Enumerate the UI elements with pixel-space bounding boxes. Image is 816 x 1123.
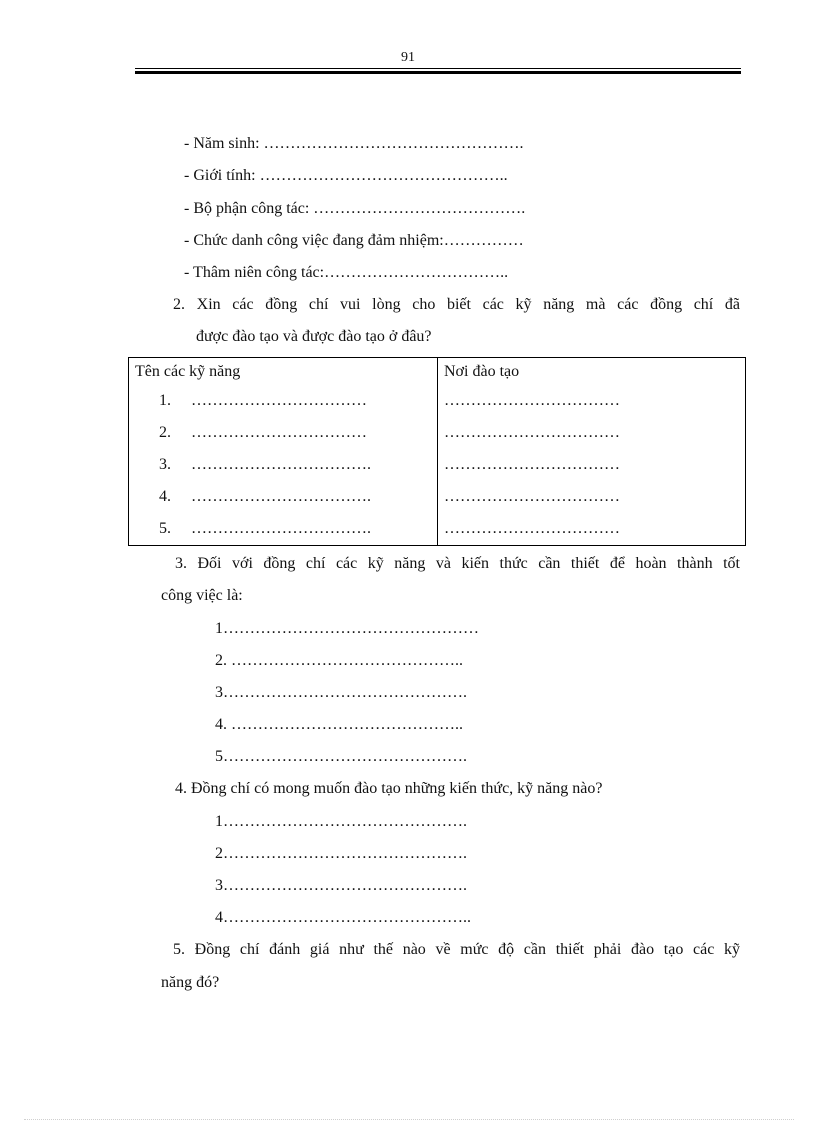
seniority-line: - Thâm niên công tác:…………………………….. [184,264,509,281]
place-blank: …………………………… [444,424,620,441]
skill-num: 4. [159,488,171,505]
question-4-answer-4: 4……………………………………….. [215,909,471,926]
header-rule-thick [135,71,741,74]
skill-blank: ……………………………. [191,520,371,537]
question-3-line-1: 3. Đối với đồng chí các kỹ năng và kiến thức cần thiết để hoàn thành tốt [175,555,740,572]
training-place-header: Nơi đào tạo [444,363,520,380]
question-3-answer-4: 4. …………………………………….. [215,716,463,733]
job-title-line: - Chức danh công việc đang đảm nhiệm:…………… [184,232,524,249]
skills-column [129,358,438,546]
skill-num: 5. [159,520,171,537]
question-4-answer-1: 1………………………………………. [215,813,467,830]
question-3-answer-2: 2. …………………………………….. [215,652,463,669]
skill-row [129,481,437,513]
footer-divider [24,1119,794,1120]
question-4-answer-2: 2………………………………………. [215,845,467,862]
place-blank: …………………………… [444,488,620,505]
place-blank: …………………………… [444,392,620,409]
skill-num: 2. [159,424,171,441]
skill-row [129,417,437,449]
skill-row [129,513,437,545]
question-3-answer-3: 3………………………………………. [215,684,467,701]
question-5-line-2: năng đó? [161,974,220,991]
place-blank: …………………………… [444,520,620,537]
question-3-answer-1: 1………………………………………… [215,620,479,637]
skill-blank: ……………………………. [191,488,371,505]
skill-blank: …………………………… [191,424,367,441]
page-number: 91 [401,50,415,65]
question-2-line-1: 2. Xin các đồng chí vui lòng cho biết các kỹ năng mà các đồng chí đã [173,296,740,313]
skill-num: 1. [159,392,171,409]
skill-blank: ……………………………. [191,456,371,473]
skill-num: 3. [159,456,171,473]
gender-line: - Giới tính: ……………………………………….. [184,167,508,184]
skills-header: Tên các kỹ năng [135,363,241,380]
question-2-line-2: được đào tạo và được đào tạo ở đâu? [196,328,432,345]
table-row [129,358,746,546]
department-line: - Bộ phận công tác: …………………………………. [184,200,526,217]
question-3-line-2: công việc là: [161,587,243,604]
skill-row [129,385,437,417]
training-place-column [438,358,746,546]
skill-row [129,449,437,481]
skills-table [128,357,746,546]
question-5-line-1: 5. Đồng chí đánh giá như thế nào về mức độ cần thiết phải đào tạo các kỹ [173,941,740,958]
skill-blank: …………………………… [191,392,367,409]
question-4-line-1: 4. Đồng chí có mong muốn đào tạo những kiến thức, kỹ năng nào? [175,780,603,797]
header-rule-thin [135,68,741,69]
birth-year-line: - Năm sinh: …………………………………………. [184,135,524,152]
question-3-answer-5: 5………………………………………. [215,748,467,765]
question-4-answer-3: 3………………………………………. [215,877,467,894]
place-blank: …………………………… [444,456,620,473]
